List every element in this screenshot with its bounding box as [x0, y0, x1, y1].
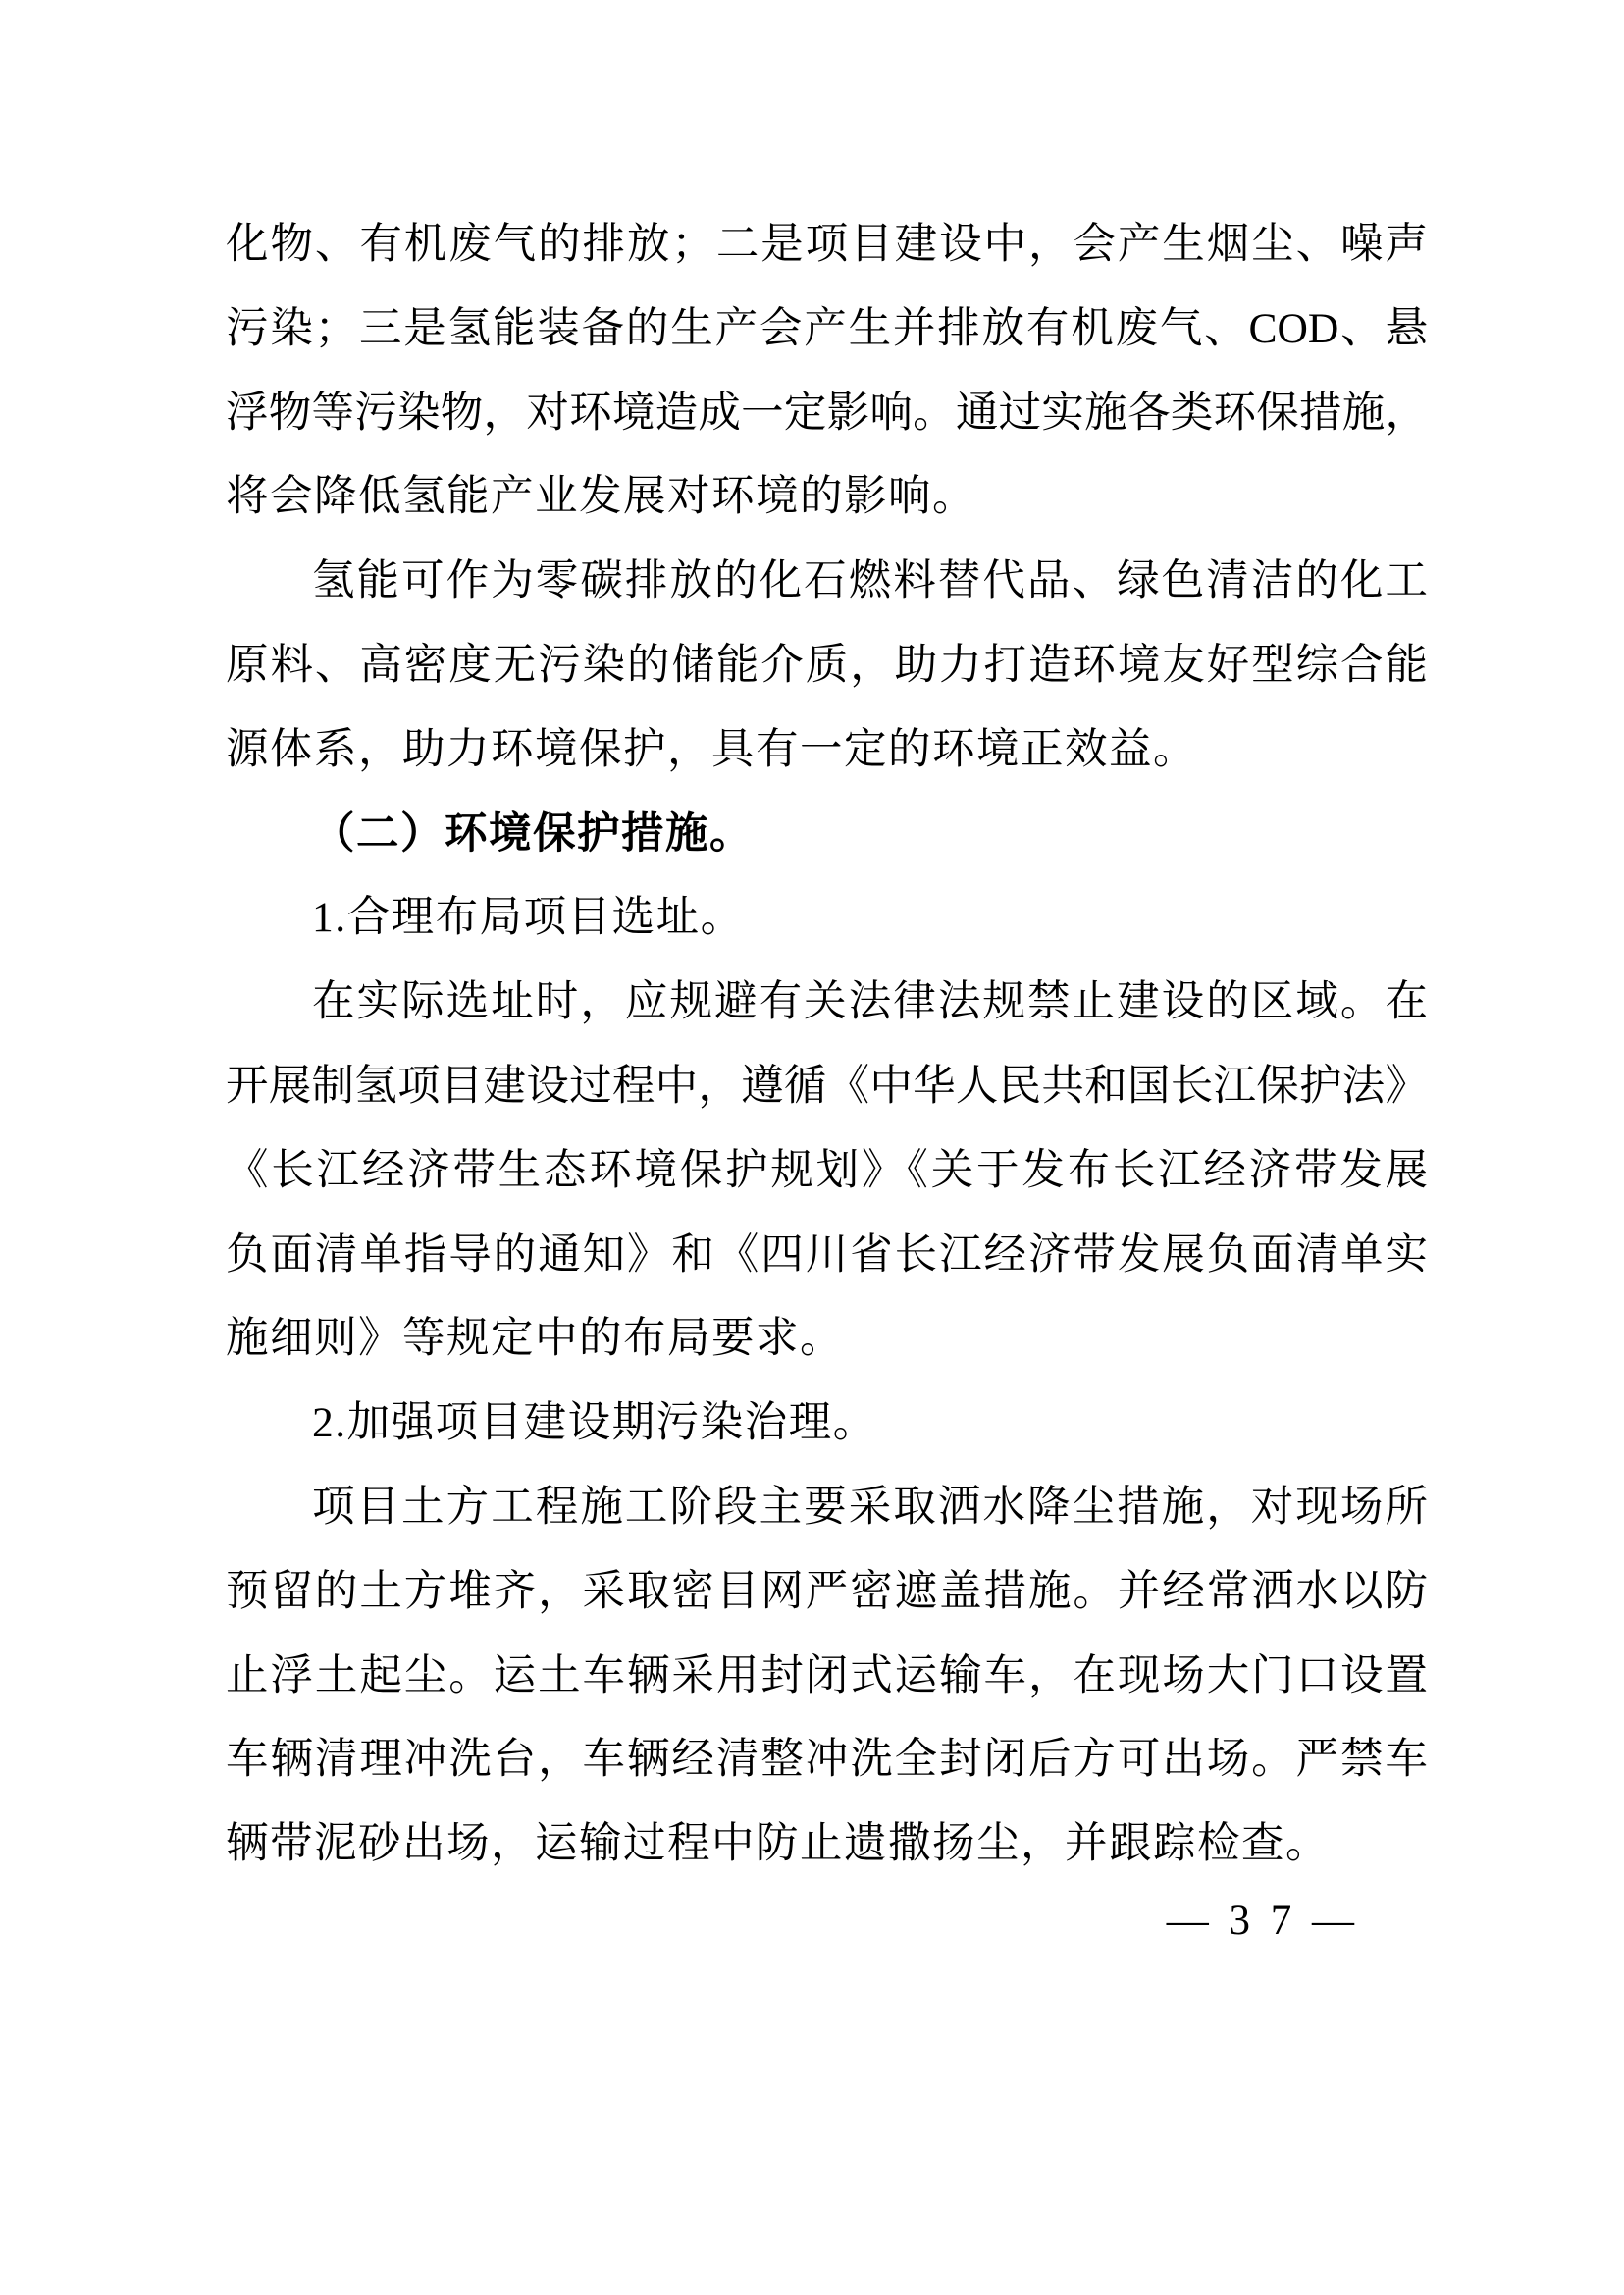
text-line: 《长江经济带生态环境保护规划》《关于发布长江经济带发展	[226, 1146, 1428, 1194]
text-line: 氢能可作为零碳排放的化石燃料替代品、绿色清洁的化工	[312, 557, 1428, 605]
paragraph	[226, 203, 1428, 540]
subsection-heading	[226, 1382, 1428, 1466]
text-line: 污染；三是氢能装备的生产会产生并排放有机废气、COD、悬	[226, 304, 1428, 352]
text-line: （二）环境保护措施。	[312, 809, 754, 858]
section-heading	[226, 793, 1428, 877]
text-line: 化物、有机废气的排放；二是项目建设中，会产生烟尘、噪声	[226, 221, 1428, 268]
text-line: 源体系，助力环境保护，具有一定的环境正效益。	[226, 725, 1197, 773]
text-line: 车辆清理冲洗台，车辆经清整冲洗全封闭后方可出场。严禁车	[226, 1736, 1428, 1784]
page-content	[226, 203, 1428, 1887]
paragraph	[226, 961, 1428, 1382]
text-line: 将会降低氢能产业发展对环境的影响。	[226, 473, 976, 521]
text-line: 止浮土起尘。运土车辆采用封闭式运输车，在现场大门口设置	[226, 1651, 1428, 1699]
text-line: 项目土方工程施工阶段主要采取洒水降尘措施，对现场所	[312, 1483, 1428, 1531]
text-line: 1.合理布局项目选址。	[312, 894, 745, 942]
text-line: 原料、高密度无污染的储能介质，助力打造环境友好型综合能	[226, 641, 1428, 689]
text-line: 在实际选址时，应规避有关法律法规禁止建设的区域。在	[312, 978, 1428, 1026]
text-line: 辆带泥砂出场，运输过程中防止遗撒扬尘，并跟踪检查。	[226, 1820, 1330, 1868]
page-number: — 3 7 —	[1166, 1898, 1359, 1944]
text-line: 浮物等污染物，对环境造成一定影响。通过实施各类环保措施，	[226, 389, 1428, 437]
paragraph	[226, 1466, 1428, 1887]
paragraph	[226, 540, 1428, 792]
text-line: 施细则》等规定中的布局要求。	[226, 1315, 844, 1363]
text-line: 开展制氢项目建设过程中，遵循《中华人民共和国长江保护法》	[226, 1062, 1428, 1110]
subsection-heading	[226, 876, 1428, 961]
text-line: 2.加强项目建设期污染治理。	[312, 1399, 877, 1447]
text-line: 负面清单指导的通知》和《四川省长江经济带发展负面清单实	[226, 1230, 1428, 1278]
text-line: 预留的土方堆齐，采取密目网严密遮盖措施。并经常洒水以防	[226, 1567, 1428, 1615]
